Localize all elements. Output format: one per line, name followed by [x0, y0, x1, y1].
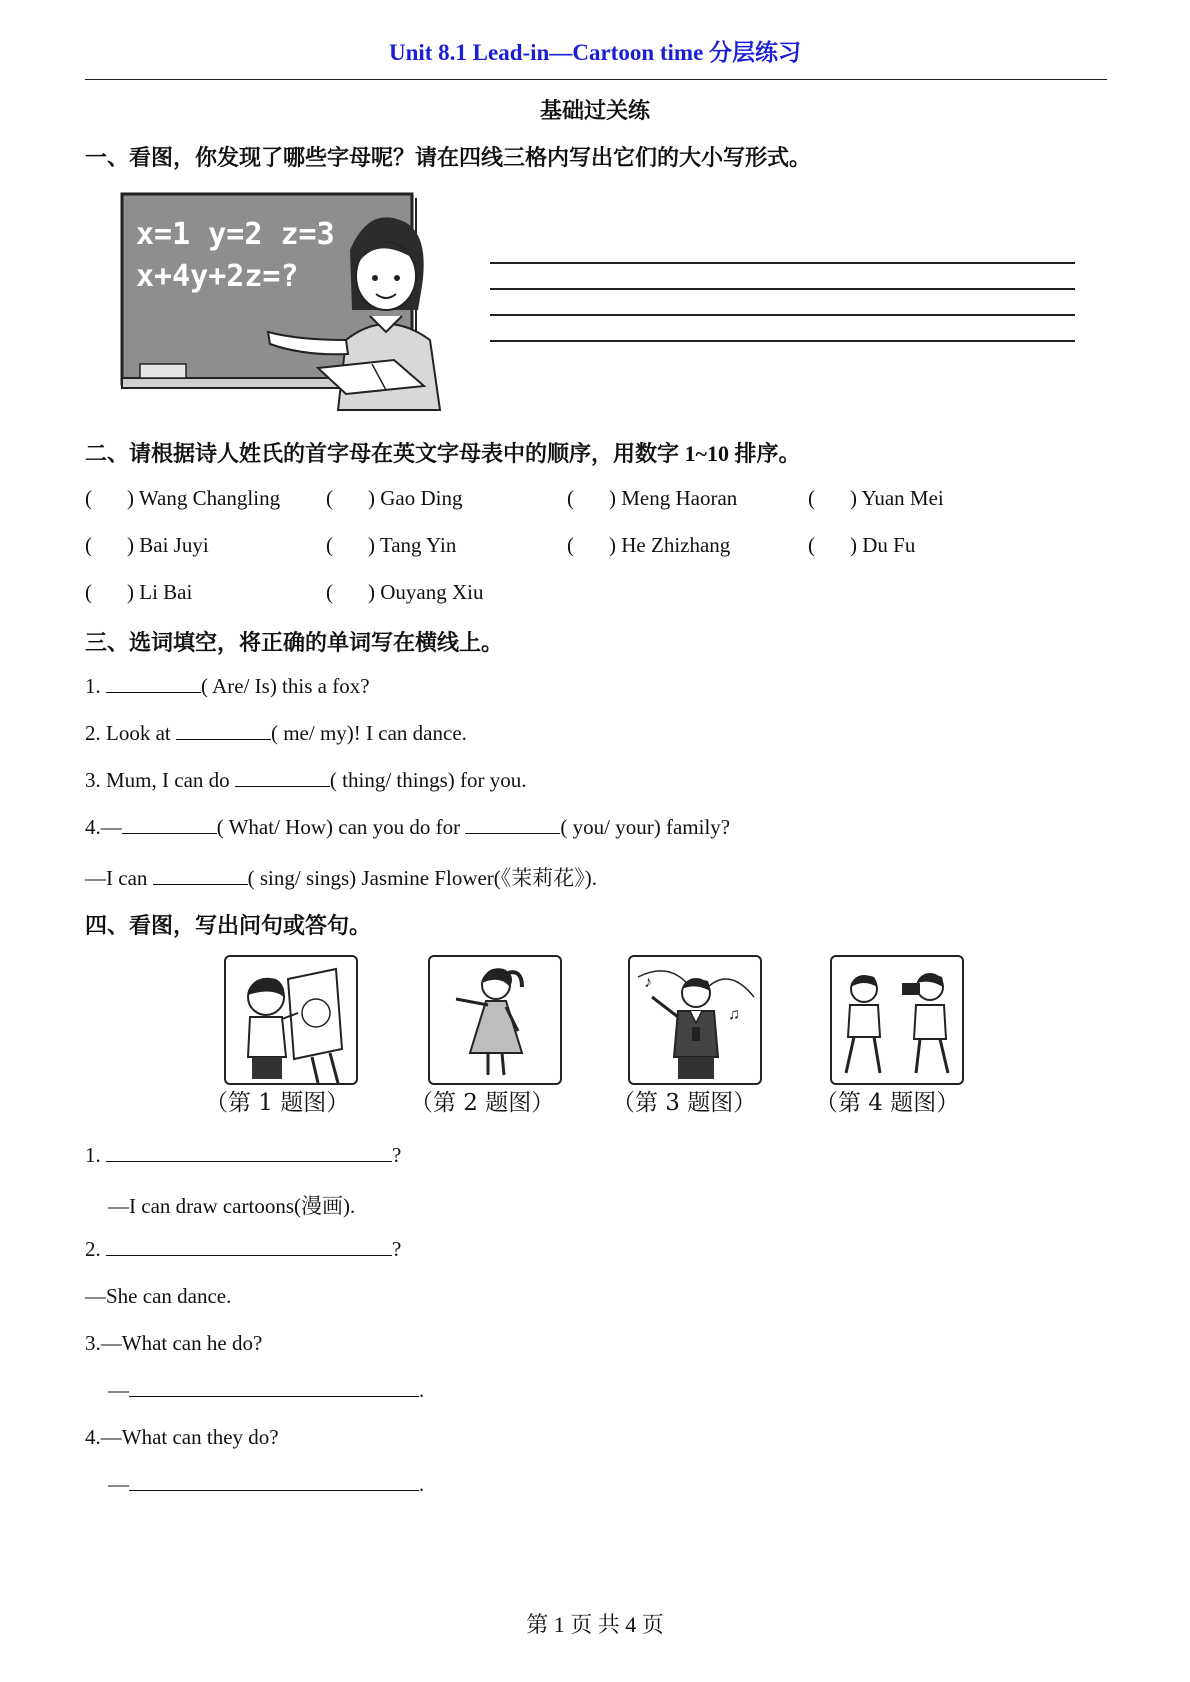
fill-blank-item: 2. Look at ( me/ my)! I can dance.: [85, 721, 467, 745]
poet-item[interactable]: ( ) Ouyang Xiu: [326, 580, 484, 604]
answer-blank[interactable]: [106, 674, 201, 693]
question-2-heading: 二、请根据诗人姓氏的首字母在英文字母表中的顺序，用数字 1~10 排序。: [85, 441, 801, 466]
q4-item-3-answer: — .: [108, 1378, 425, 1402]
answer-blank[interactable]: [106, 1143, 392, 1162]
answer-blank[interactable]: [129, 1472, 419, 1491]
poet-item[interactable]: ( ) Tang Yin: [326, 533, 457, 557]
figure-2-caption: （第 2 题图）: [410, 1090, 555, 1116]
section-title: 基础过关练: [539, 98, 650, 123]
writing-line-2[interactable]: [490, 288, 1075, 290]
answer-blank[interactable]: [122, 815, 217, 834]
figure-1-caption: （第 1 题图）: [205, 1090, 350, 1116]
q4-item-4-question: 4.—What can they do?: [85, 1425, 279, 1449]
page-footer: 第 1 页 共 4 页: [526, 1612, 664, 1637]
poet-item[interactable]: ( ) Bai Juyi: [85, 533, 209, 557]
header-divider: [85, 79, 1107, 80]
answer-blank[interactable]: [153, 866, 248, 885]
question-1-heading: 一、看图，你发现了哪些字母呢？请在四线三格内写出它们的大小写形式。: [85, 145, 812, 170]
q4-item-2-question: 2. ?: [85, 1237, 402, 1261]
figure-1-boy-drawing: [224, 955, 358, 1085]
poet-item[interactable]: ( ) He Zhizhang: [567, 533, 731, 557]
fill-blank-item: 3. Mum, I can do ( thing/ things) for you.: [85, 768, 527, 792]
writing-line-1[interactable]: [490, 262, 1075, 264]
q4-item-1-answer: —I can draw cartoons(漫画).: [108, 1194, 356, 1218]
figure-4-boys-taking-photo: [830, 955, 964, 1085]
svg-text:♪: ♪: [644, 974, 652, 991]
answer-blank[interactable]: [465, 815, 560, 834]
poet-item[interactable]: ( ) Gao Ding: [326, 486, 463, 510]
q4-item-3-question: 3.—What can he do?: [85, 1331, 263, 1355]
figure-4-caption: （第 4 题图）: [815, 1090, 960, 1116]
figure-3-boy-singing: [628, 955, 762, 1085]
poet-item[interactable]: ( ) Li Bai: [85, 580, 193, 604]
board-line-1: x=1 y=2 z=3: [136, 217, 335, 252]
poet-item[interactable]: ( ) Yuan Mei: [808, 486, 944, 510]
question-4-heading: 四、看图，写出问句或答句。: [85, 913, 372, 938]
poet-item[interactable]: ( ) Wang Changling: [85, 486, 281, 510]
fill-blank-item: —I can ( sing/ sings) Jasmine Flower(《茉莉花》).: [85, 866, 598, 890]
teacher-blackboard-illustration: [118, 190, 458, 415]
answer-blank[interactable]: [129, 1378, 419, 1397]
figure-3-caption: （第 3 题图）: [612, 1090, 757, 1116]
q4-item-2-answer: —She can dance.: [85, 1284, 232, 1308]
fill-blank-item: 4.— ( What/ How) can you do for ( you/ your) family?: [85, 815, 731, 839]
answer-blank[interactable]: [176, 721, 271, 740]
q4-item-4-answer: — .: [108, 1472, 425, 1496]
answer-blank[interactable]: [106, 1237, 392, 1256]
writing-line-4[interactable]: [490, 340, 1075, 342]
page-header-title: Unit 8.1 Lead-in—Cartoon time 分层练习: [388, 40, 802, 65]
figure-2-girl-dancing: [428, 955, 562, 1085]
question-3-heading: 三、选词填空，将正确的单词写在横线上。: [85, 630, 504, 655]
board-line-2: x+4y+2z=?: [136, 259, 299, 294]
q4-item-1-question: 1. ?: [85, 1143, 402, 1167]
poet-item[interactable]: ( ) Du Fu: [808, 533, 916, 557]
answer-blank[interactable]: [235, 768, 330, 787]
poet-item[interactable]: ( ) Meng Haoran: [567, 486, 738, 510]
svg-text:♫: ♫: [728, 1006, 740, 1023]
fill-blank-item: 1. ( Are/ Is) this a fox?: [85, 674, 370, 698]
writing-line-3[interactable]: [490, 314, 1075, 316]
